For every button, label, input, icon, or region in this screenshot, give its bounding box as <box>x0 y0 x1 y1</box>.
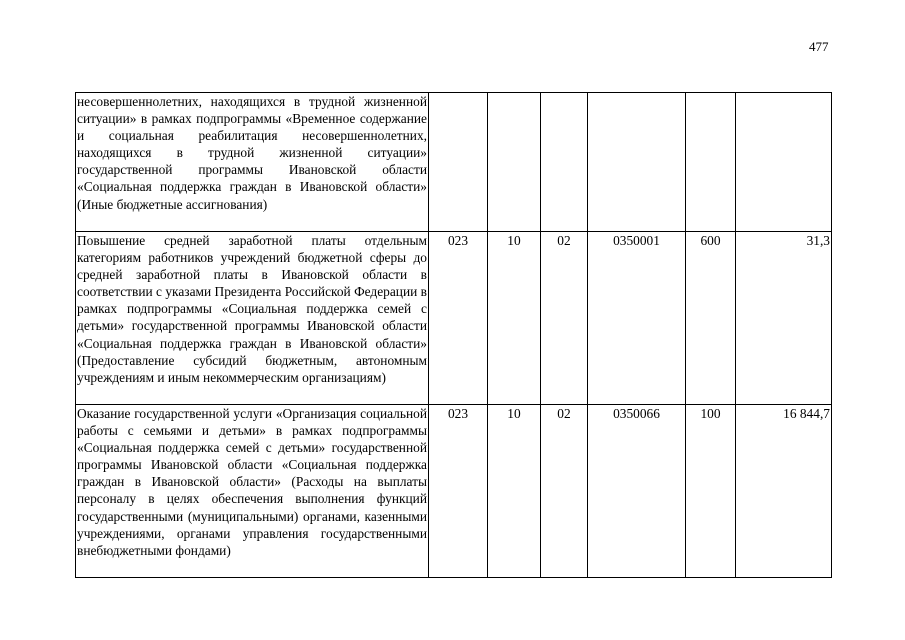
subsection-code: 02 <box>541 232 588 405</box>
expense-type-code: 600 <box>686 232 736 405</box>
row-description: Повышение средней заработной платы отдельным категориям работников учреждений бюджетной сферы до средней заработной платы в Ивановской области в соответствии с указами Президента Российской Федерации в рамках подпрограммы «Социальная поддержка семей с детьми» государственной программы Ивановской области «Социальная поддержка граждан в Ивановской области» (Предоставление субсидий бюджетным, автономным учреждениям и иным некоммерческим организациям) <box>76 232 429 405</box>
target-article-code <box>588 93 686 232</box>
ministry-code <box>429 93 488 232</box>
expense-type-code: 100 <box>686 405 736 578</box>
amount: 31,3 <box>736 232 832 405</box>
target-article-code: 0350001 <box>588 232 686 405</box>
ministry-code: 023 <box>429 232 488 405</box>
page-number: 477 <box>809 39 829 54</box>
table-row <box>76 93 832 232</box>
subsection-code: 02 <box>541 405 588 578</box>
expense-type-code <box>686 93 736 232</box>
section-code: 10 <box>488 405 541 578</box>
ministry-code: 023 <box>429 405 488 578</box>
row-description: несовершеннолетних, находящихся в трудной жизненной ситуации» в рамках подпрограммы «Временное содержание и социальная реабилитация несовершеннолетних, находящихся в трудной жизненной ситуации» государственной программы Ивановской области «Социальная поддержка граждан в Ивановской области» (Иные бюджетные ассигнования) <box>76 93 429 232</box>
row-description: Оказание государственной услуги «Организация социальной работы с семьями и детьми» в рамках подпрограммы «Социальная поддержка семей с детьми» государственной программы Ивановской области «Социальная поддержка граждан в Ивановской области» (Расходы на выплаты персоналу в целях обеспечения выполнения функций государственными (муниципальными) органами, казенными учреждениями, органами управления государственными внебюджетными фондами) <box>76 405 429 578</box>
table-row <box>76 232 832 405</box>
amount <box>736 93 832 232</box>
table-row <box>76 405 832 578</box>
amount: 16 844,7 <box>736 405 832 578</box>
target-article-code: 0350066 <box>588 405 686 578</box>
section-code: 10 <box>488 232 541 405</box>
budget-table <box>75 92 832 578</box>
subsection-code <box>541 93 588 232</box>
section-code <box>488 93 541 232</box>
